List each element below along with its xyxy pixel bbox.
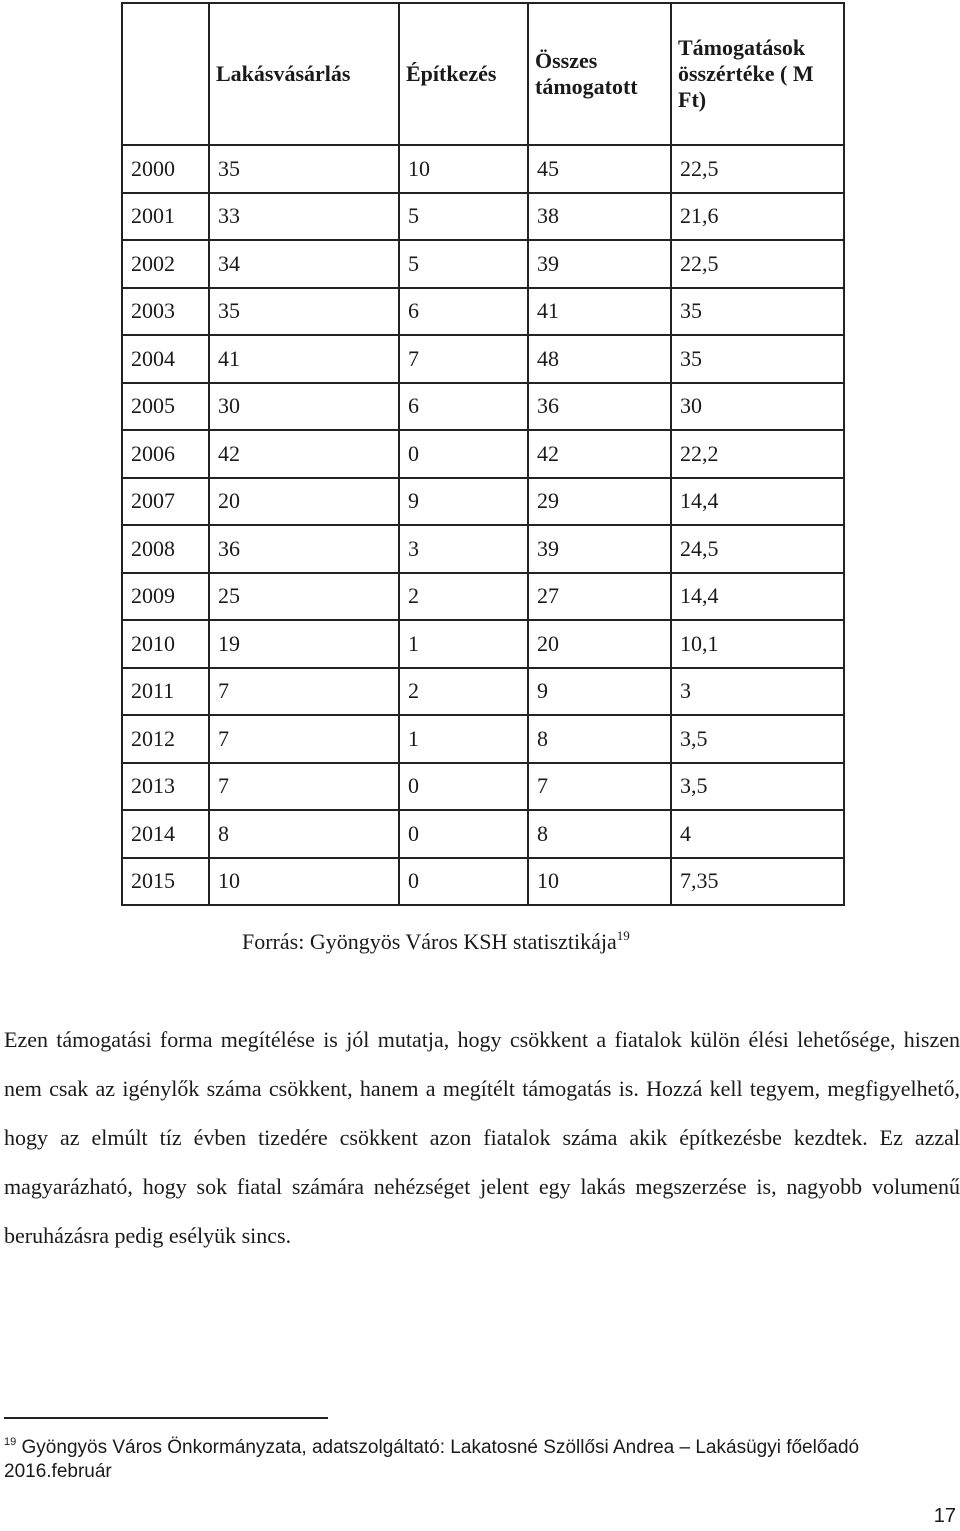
table-cell: 19 <box>209 620 399 668</box>
housing-support-table <box>121 2 845 906</box>
table-row <box>122 525 844 573</box>
table-row <box>122 668 844 716</box>
table-cell: 5 <box>399 240 528 288</box>
table-cell: 3 <box>671 668 844 716</box>
table-cell: 2005 <box>122 383 209 431</box>
table-cell: 45 <box>528 145 671 193</box>
table-cell: 1 <box>399 620 528 668</box>
table-cell: 21,6 <box>671 193 844 241</box>
table-cell: 2012 <box>122 715 209 763</box>
table-cell: 27 <box>528 573 671 621</box>
table-cell: 10 <box>528 858 671 906</box>
table-row <box>122 715 844 763</box>
table-cell: 0 <box>399 810 528 858</box>
table-cell: 20 <box>528 620 671 668</box>
table-cell: 6 <box>399 288 528 336</box>
table-cell: 30 <box>671 383 844 431</box>
source-footnote-ref: 19 <box>616 928 630 943</box>
table-cell: 2002 <box>122 240 209 288</box>
table-cell: 8 <box>209 810 399 858</box>
table-cell: 9 <box>399 478 528 526</box>
table-body <box>122 145 844 905</box>
table-cell: 2004 <box>122 335 209 383</box>
table-cell: 10 <box>209 858 399 906</box>
header-year <box>122 3 209 145</box>
table-cell: 2009 <box>122 573 209 621</box>
table-cell: 2010 <box>122 620 209 668</box>
table-cell: 7 <box>209 763 399 811</box>
table-cell: 5 <box>399 193 528 241</box>
table-cell: 8 <box>528 715 671 763</box>
table-row <box>122 858 844 906</box>
table-row <box>122 335 844 383</box>
table-cell: 25 <box>209 573 399 621</box>
table-cell: 38 <box>528 193 671 241</box>
table-cell: 0 <box>399 858 528 906</box>
table-row <box>122 810 844 858</box>
table-cell: 48 <box>528 335 671 383</box>
table-cell: 24,5 <box>671 525 844 573</box>
table-cell: 2001 <box>122 193 209 241</box>
header-total-supported: Összes támogatott <box>528 3 671 145</box>
footnote-number: 19 <box>4 1436 17 1448</box>
footnote-text: Gyöngyös Város Önkormányzata, adatszolgáltató: Lakatosné Szöllősi Andrea – Lakásügyi főelőadó 2016.február <box>4 1437 860 1482</box>
table-cell: 7 <box>528 763 671 811</box>
table-cell: 2007 <box>122 478 209 526</box>
table-row <box>122 383 844 431</box>
table-cell: 8 <box>528 810 671 858</box>
table-cell: 0 <box>399 430 528 478</box>
table-cell: 35 <box>671 288 844 336</box>
table-cell: 9 <box>528 668 671 716</box>
table-row <box>122 193 844 241</box>
table-cell: 2006 <box>122 430 209 478</box>
table-cell: 2 <box>399 668 528 716</box>
header-purchase: Lakásvásárlás <box>209 3 399 145</box>
page-number: 17 <box>933 1505 956 1527</box>
table-cell: 33 <box>209 193 399 241</box>
table-cell: 7,35 <box>671 858 844 906</box>
table-row <box>122 478 844 526</box>
table-cell: 39 <box>528 525 671 573</box>
table-cell: 35 <box>671 335 844 383</box>
table-cell: 14,4 <box>671 478 844 526</box>
table-cell: 22,5 <box>671 145 844 193</box>
table-cell: 7 <box>209 715 399 763</box>
header-total-value: Támogatások összértéke ( M Ft) <box>671 3 844 145</box>
table-cell: 41 <box>209 335 399 383</box>
footnote-separator <box>4 1417 328 1419</box>
table-cell: 10,1 <box>671 620 844 668</box>
table-cell: 22,2 <box>671 430 844 478</box>
table-row <box>122 288 844 336</box>
table-cell: 35 <box>209 145 399 193</box>
table-row <box>122 145 844 193</box>
table-cell: 2011 <box>122 668 209 716</box>
table-cell: 42 <box>528 430 671 478</box>
table-cell: 7 <box>209 668 399 716</box>
source-text: Forrás: Gyöngyös Város KSH statisztikája <box>242 929 617 954</box>
header-construction: Építkezés <box>399 3 528 145</box>
table-cell: 3 <box>399 525 528 573</box>
table-cell: 1 <box>399 715 528 763</box>
table-cell: 10 <box>399 145 528 193</box>
footnote <box>4 1430 954 1484</box>
table-cell: 20 <box>209 478 399 526</box>
table-source <box>242 928 630 955</box>
table-cell: 36 <box>528 383 671 431</box>
table-cell: 39 <box>528 240 671 288</box>
table-cell: 34 <box>209 240 399 288</box>
table-cell: 2003 <box>122 288 209 336</box>
table-row <box>122 240 844 288</box>
table-row <box>122 763 844 811</box>
table-header-row <box>122 3 844 145</box>
table-row <box>122 573 844 621</box>
table-cell: 4 <box>671 810 844 858</box>
table-cell: 6 <box>399 383 528 431</box>
table-cell: 35 <box>209 288 399 336</box>
table-row <box>122 430 844 478</box>
table-cell: 29 <box>528 478 671 526</box>
table-cell: 36 <box>209 525 399 573</box>
table-cell: 2000 <box>122 145 209 193</box>
table-cell: 2008 <box>122 525 209 573</box>
table-row <box>122 620 844 668</box>
table-cell: 22,5 <box>671 240 844 288</box>
table-cell: 14,4 <box>671 573 844 621</box>
table-cell: 2014 <box>122 810 209 858</box>
body-paragraph: Ezen támogatási forma megítélése is jól mutatja, hogy csökkent a fiatalok külön élési lehetősége, hiszen nem csak az igénylők száma csökkent, hanem a megítélt támogatás is. Hozzá kell tegyem, megfigyelhető, hogy az elmúlt tíz évben tizedére csökkent azon fiatalok száma akik építkezésbe kezdtek. Ez azzal magyarázható, hogy sok fiatal számára nehézséget jelent egy lakás megszerzése is, nagyobb volumenű beruházásra pedig esélyük sincs. <box>4 1027 960 1248</box>
table-cell: 41 <box>528 288 671 336</box>
table-cell: 3,5 <box>671 715 844 763</box>
table-cell: 7 <box>399 335 528 383</box>
table-cell: 3,5 <box>671 763 844 811</box>
table-cell: 2 <box>399 573 528 621</box>
table-cell: 30 <box>209 383 399 431</box>
table-cell: 42 <box>209 430 399 478</box>
table-cell: 2013 <box>122 763 209 811</box>
table-cell: 0 <box>399 763 528 811</box>
table-cell: 2015 <box>122 858 209 906</box>
